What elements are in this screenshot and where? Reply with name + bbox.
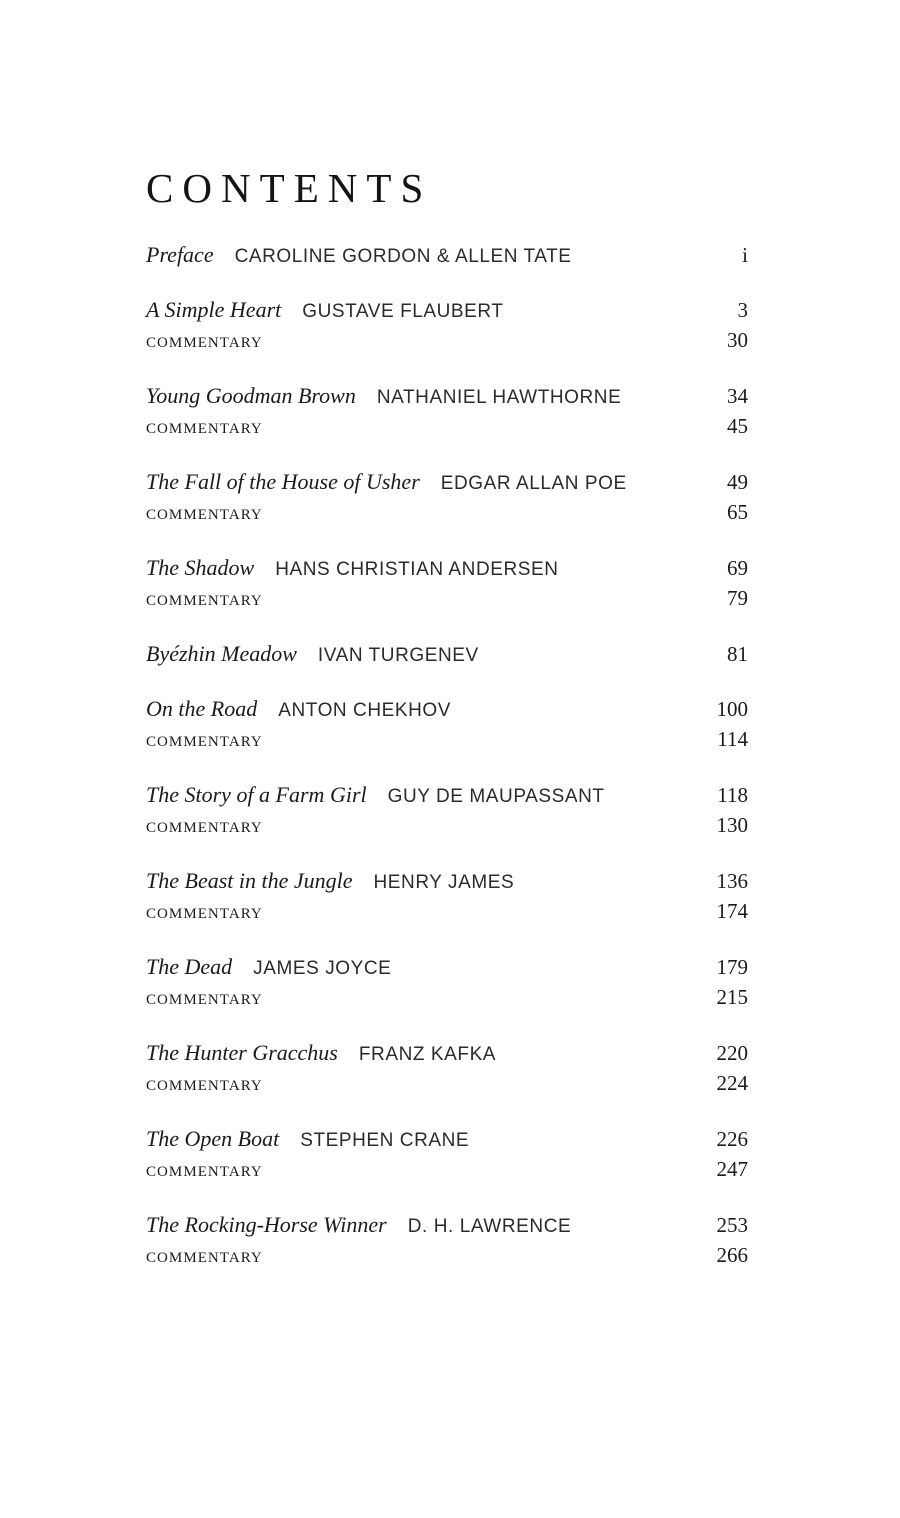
toc-entry-commentary-line: [146, 1155, 748, 1186]
toc-entry-preface: [146, 241, 748, 271]
story-author: FRANZ KAFKA: [358, 1044, 497, 1065]
story-author: HENRY JAMES: [373, 872, 515, 893]
toc-entry-main-line: [146, 468, 748, 498]
toc-entry-main-line: [146, 241, 748, 271]
story-page-number: i: [742, 243, 748, 267]
commentary-label: COMMENTARY: [146, 1250, 263, 1266]
toc-entry-main-line: [146, 953, 748, 983]
toc-entry-commentary-line: [146, 498, 748, 529]
contents-page: [0, 165, 900, 1518]
toc-entry-byezhin-meadow: [146, 640, 748, 670]
commentary-label: COMMENTARY: [146, 992, 263, 1008]
story-title: The Dead: [146, 954, 233, 979]
story-title: The Open Boat: [146, 1126, 280, 1151]
commentary-label: COMMENTARY: [146, 1164, 263, 1180]
toc-entry-main-line: [146, 296, 748, 326]
story-title: The Hunter Gracchus: [146, 1040, 338, 1065]
story-author: STEPHEN CRANE: [300, 1130, 470, 1151]
toc-entry-main-line: [146, 640, 748, 670]
commentary-label: COMMENTARY: [146, 1078, 263, 1094]
story-author: GUSTAVE FLAUBERT: [302, 301, 504, 322]
story-author: IVAN TURGENEV: [317, 645, 479, 666]
commentary-page-number: 224: [716, 1071, 748, 1095]
commentary-label: COMMENTARY: [146, 507, 263, 523]
toc-entry-commentary-line: [146, 584, 748, 615]
story-title: On the Road: [146, 696, 258, 721]
story-author: GUY DE MAUPASSANT: [387, 786, 605, 807]
toc-entry-commentary-line: [146, 412, 748, 443]
commentary-page-number: 215: [716, 985, 748, 1009]
story-title: The Story of a Farm Girl: [146, 782, 367, 807]
story-page-number: 118: [717, 783, 748, 807]
story-page-number: 136: [716, 869, 748, 893]
commentary-page-number: 247: [716, 1157, 748, 1181]
commentary-label: COMMENTARY: [146, 734, 263, 750]
toc-entry-main-line: [146, 554, 748, 584]
commentary-label: COMMENTARY: [146, 421, 263, 437]
toc-entry-a-simple-heart: [146, 296, 748, 357]
toc-entry-main-line: [146, 867, 748, 897]
story-author: JAMES JOYCE: [253, 958, 392, 979]
toc-entry-rocking-horse-winner: [146, 1211, 748, 1272]
story-author: D. H. LAWRENCE: [407, 1216, 572, 1237]
toc-entry-the-dead: [146, 953, 748, 1014]
commentary-page-number: 266: [716, 1243, 748, 1267]
commentary-page-number: 30: [727, 328, 748, 352]
toc-entry-main-line: [146, 781, 748, 811]
toc-entry-commentary-line: [146, 897, 748, 928]
toc-entry-main-line: [146, 1211, 748, 1241]
commentary-label: COMMENTARY: [146, 820, 263, 836]
story-author: CAROLINE GORDON & ALLEN TATE: [234, 246, 572, 267]
toc-entry-hunter-gracchus: [146, 1039, 748, 1100]
story-author: ANTON CHEKHOV: [278, 700, 452, 721]
commentary-page-number: 174: [716, 899, 748, 923]
story-title: Young Goodman Brown: [146, 383, 356, 408]
story-page-number: 49: [727, 470, 748, 494]
story-page-number: 226: [716, 1127, 748, 1151]
story-author: EDGAR ALLAN POE: [440, 473, 627, 494]
toc-entry-fall-of-the-house-of-usher: [146, 468, 748, 529]
toc-entry-commentary-line: [146, 326, 748, 357]
toc-entry-commentary-line: [146, 1241, 748, 1272]
toc-entry-young-goodman-brown: [146, 382, 748, 443]
story-page-number: 179: [716, 955, 748, 979]
story-page-number: 3: [737, 298, 748, 322]
toc-entry-commentary-line: [146, 983, 748, 1014]
story-page-number: 220: [716, 1041, 748, 1065]
commentary-label: COMMENTARY: [146, 593, 263, 609]
story-page-number: 34: [727, 384, 748, 408]
story-title: The Rocking-Horse Winner: [146, 1212, 387, 1237]
toc-entry-story-of-a-farm-girl: [146, 781, 748, 842]
commentary-page-number: 79: [727, 586, 748, 610]
story-author: HANS CHRISTIAN ANDERSEN: [275, 559, 559, 580]
commentary-label: COMMENTARY: [146, 335, 263, 351]
story-page-number: 69: [727, 556, 748, 580]
toc-entry-main-line: [146, 1039, 748, 1069]
story-title: The Shadow: [146, 555, 255, 580]
story-title: Preface: [146, 242, 214, 267]
page-title: CONTENTS: [146, 165, 433, 211]
commentary-page-number: 130: [716, 813, 748, 837]
toc-entry-on-the-road: [146, 695, 748, 756]
toc-entry-main-line: [146, 1125, 748, 1155]
toc-entry-main-line: [146, 695, 748, 725]
commentary-label: COMMENTARY: [146, 906, 263, 922]
story-title: The Beast in the Jungle: [146, 868, 353, 893]
story-page-number: 81: [727, 642, 748, 666]
toc-entry-commentary-line: [146, 811, 748, 842]
story-page-number: 100: [716, 697, 748, 721]
story-page-number: 253: [716, 1213, 748, 1237]
toc-entry-commentary-line: [146, 725, 748, 756]
story-title: A Simple Heart: [146, 297, 282, 322]
toc-entry-the-open-boat: [146, 1125, 748, 1186]
toc-entry-the-shadow: [146, 554, 748, 615]
story-author: NATHANIEL HAWTHORNE: [376, 387, 622, 408]
commentary-page-number: 45: [727, 414, 748, 438]
toc-entry-main-line: [146, 382, 748, 412]
story-title: The Fall of the House of Usher: [146, 469, 420, 494]
commentary-page-number: 114: [717, 727, 748, 751]
toc-entry-beast-in-the-jungle: [146, 867, 748, 928]
story-title: Byézhin Meadow: [146, 641, 297, 666]
commentary-page-number: 65: [727, 500, 748, 524]
toc-entry-commentary-line: [146, 1069, 748, 1100]
